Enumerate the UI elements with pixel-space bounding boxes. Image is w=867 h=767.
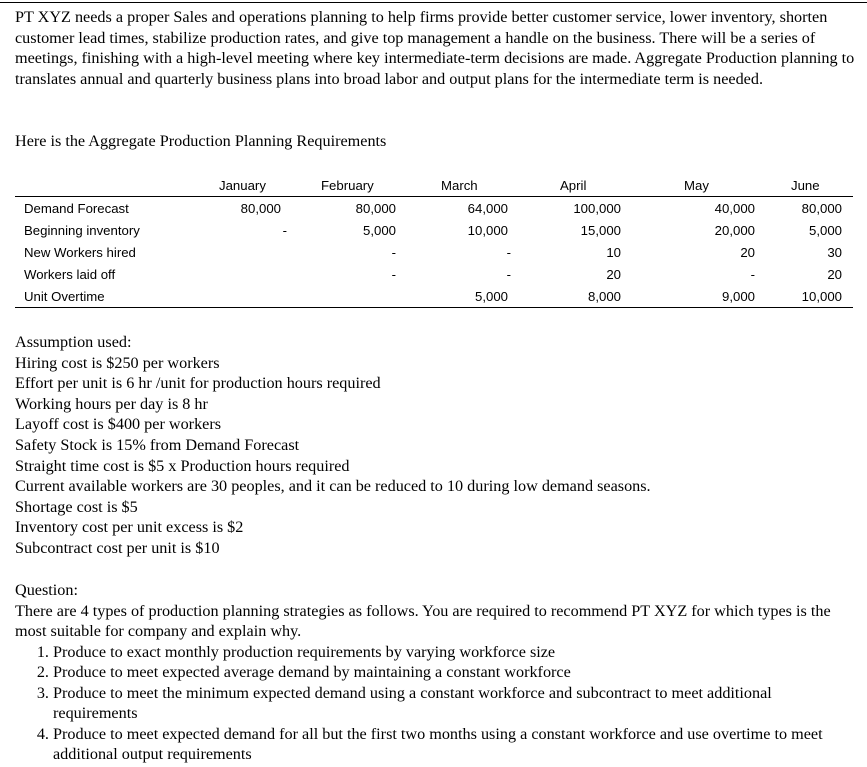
assumption-item: Shortage cost is $5 — [15, 497, 138, 516]
table-heading: Here is the Aggregate Production Planning Requirements — [15, 132, 387, 150]
assumption-item: Layoff cost is $400 per workers — [15, 415, 222, 434]
assumption-item: Effort per unit is 6 hr /unit for production hours required — [15, 374, 381, 393]
strategy-list — [15, 642, 855, 765]
production-table — [0, 0, 867, 320]
table-cell: 10 — [606, 245, 621, 260]
row-label: Beginning inventory — [24, 223, 140, 238]
table-cell: 8,000 — [587, 289, 621, 304]
month-header-february: February — [321, 178, 374, 193]
table-cell: 20 — [740, 245, 755, 260]
table-cell: 5,000 — [808, 223, 842, 238]
table-cell: 80,000 — [355, 201, 396, 216]
header-rule — [15, 196, 853, 197]
table-cell: 10,000 — [467, 223, 508, 238]
assumption-item: Hiring cost is $250 per workers — [15, 353, 220, 372]
row-label: New Workers hired — [24, 245, 136, 260]
strategy-option: 4. Produce to meet expected demand for all but the first two months using a constant workforce and use overtime to meet additional output requirements — [53, 724, 855, 765]
assumption-item: Current available workers are 30 peoples, and it can be reduced to 10 during low demand seasons. — [15, 477, 651, 496]
strategy-option: 3. Produce to meet the minimum expected demand using a constant workforce and subcontract to meet additional requirements — [53, 683, 855, 724]
row-label: Demand Forecast — [24, 201, 129, 216]
table-cell: 20 — [827, 267, 842, 282]
question-block — [15, 580, 855, 765]
month-header-may: May — [684, 178, 709, 193]
question-text: There are 4 types of production planning strategies as follows. You are required to recommend PT XYZ for which types is the most suitable for company and explain why. — [15, 601, 831, 640]
row-label: Unit Overtime — [24, 289, 105, 304]
assumptions-title: Assumption used: — [15, 333, 132, 351]
table-cell: 100,000 — [573, 201, 621, 216]
month-header-april: April — [560, 178, 587, 193]
assumption-item: Safety Stock is 15% from Demand Forecast — [15, 435, 300, 454]
table-cell: - — [506, 245, 511, 260]
table-cell: 80,000 — [240, 201, 281, 216]
table-cell: 30 — [827, 245, 842, 260]
table-cell: 80,000 — [801, 201, 842, 216]
table-cell: 9,000 — [721, 289, 755, 304]
table-cell: 20 — [606, 267, 621, 282]
table-cell: 10,000 — [801, 289, 842, 304]
table-cell: - — [750, 267, 755, 282]
table-cell: - — [391, 245, 396, 260]
table-cell: 5,000 — [362, 223, 396, 238]
row-label: Workers laid off — [24, 267, 116, 282]
table-cell: 15,000 — [580, 223, 621, 238]
table-cell: 20,000 — [714, 223, 755, 238]
month-header-january: January — [219, 178, 266, 193]
intro-paragraph: PT XYZ needs a proper Sales and operations planning to help firms provide better customer service, lower inventory, shorten customer lead times, stabilize production rates, and give top management a handle on the business. There will be a series of meetings, finishing with a high-level meeting where key intermediate-term decisions are made. Aggregate Production planning to translates annual and quarterly business plans into broad labor and output plans for the intermediate term is needed. — [15, 8, 855, 88]
strategy-option: 2. Produce to meet expected average demand by maintaining a constant workforce — [53, 662, 855, 683]
table-cell: - — [506, 267, 511, 282]
month-header-march: March — [441, 178, 478, 193]
assumption-item: Inventory cost per unit excess is $2 — [15, 518, 244, 537]
table-cell: 5,000 — [474, 289, 508, 304]
table-cell: 40,000 — [714, 201, 755, 216]
bottom-rule — [15, 307, 853, 308]
table-cell: - — [391, 267, 396, 282]
question-title: Question: — [15, 581, 78, 599]
assumption-item: Straight time cost is $5 x Production hours required — [15, 456, 350, 475]
assumptions-block — [15, 332, 651, 559]
table-cell: - — [282, 223, 287, 238]
assumption-item: Working hours per day is 8 hr — [15, 394, 208, 413]
month-header-june: June — [791, 178, 820, 193]
table-cell: 64,000 — [467, 201, 508, 216]
strategy-option: 1. Produce to exact monthly production requirements by varying workforce size — [53, 642, 855, 663]
assumption-item: Subcontract cost per unit is $10 — [15, 538, 220, 557]
